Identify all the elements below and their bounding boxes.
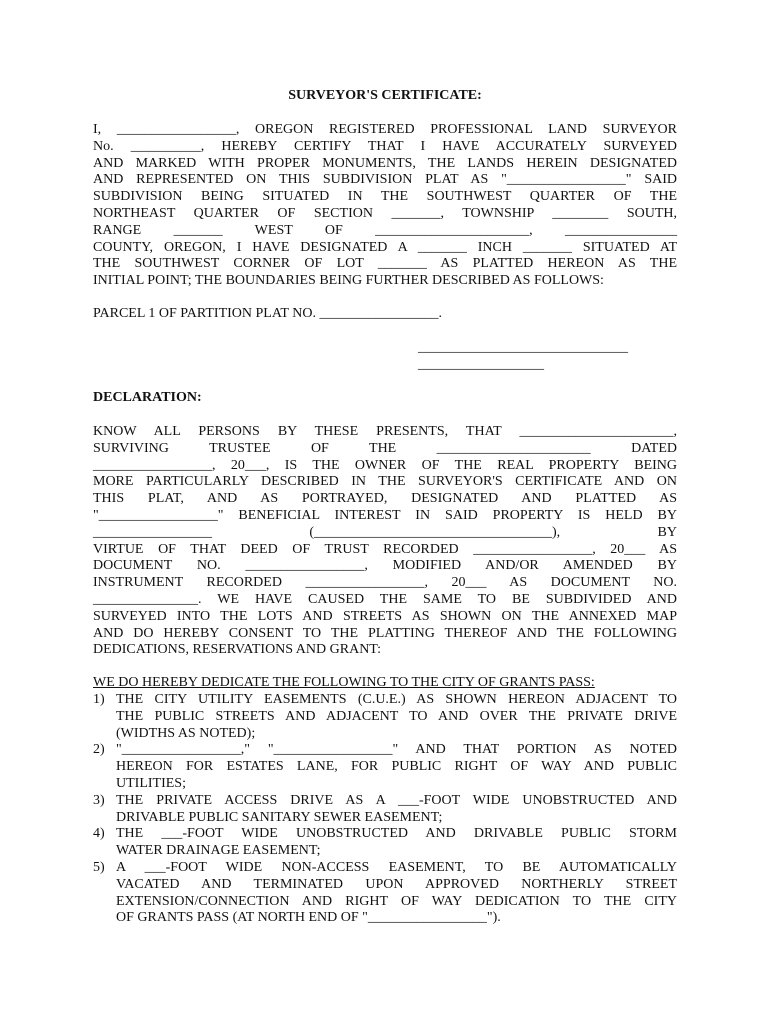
item-line: OF GRANTS PASS (AT NORTH END OF "_________________").: [116, 910, 501, 926]
item-line: "_________________," "_________________" AND THAT PORTION AS NOTED: [116, 742, 677, 758]
certificate-line: NORTHEAST QUARTER OF SECTION _______, TOWNSHIP ________ SOUTH,: [93, 205, 677, 221]
certificate-line: AND REPRESENTED ON THIS SUBDIVISION PLAT AS "_________________" SAID: [93, 172, 677, 188]
certificate-line: AND MARKED WITH PROPER MONUMENTS, THE LANDS HEREIN DESIGNATED: [93, 155, 677, 171]
item-line: (WIDTHS AS NOTED);: [116, 725, 256, 741]
declaration-line: THIS PLAT, AND AS PORTRAYED, DESIGNATED AND PLATTED AS: [93, 491, 677, 507]
declaration-line: MORE PARTICULARLY DESCRIBED IN THE SURVEYOR'S CERTIFICATE AND ON: [93, 474, 677, 490]
item-line: DRIVABLE PUBLIC SANITARY SEWER EASEMENT;: [116, 809, 443, 825]
declaration-line: VIRTUE OF THAT DEED OF TRUST RECORDED _________________, 20___ AS: [93, 541, 677, 557]
list-item: [93, 793, 677, 827]
certificate-line: COUNTY, OREGON, I HAVE DESIGNATED A _______ INCH _______ SITUATED AT: [93, 239, 677, 255]
list-item: [93, 742, 677, 792]
list-item: [93, 692, 677, 742]
signature-line: ______________________________: [418, 340, 628, 355]
certificate-line: No. __________, HEREBY CERTIFY THAT I HAVE ACCURATELY SURVEYED: [93, 138, 677, 154]
list-item: [93, 826, 677, 860]
declaration-heading: DECLARATION:: [93, 390, 202, 405]
item-line: THE CITY UTILITY EASEMENTS (C.U.E.) AS SHOWN HEREON ADJACENT TO: [116, 692, 677, 707]
declaration-line: "_________________" BENEFICIAL INTEREST IN SAID PROPERTY IS HELD BY: [93, 507, 677, 523]
item-line: THE PUBLIC STREETS AND ADJACENT TO AND OVER THE PRIVATE DRIVE: [116, 708, 677, 724]
item-line: A ___-FOOT WIDE NON-ACCESS EASEMENT, TO BE AUTOMATICALLY: [116, 859, 677, 875]
certificate-line: SUBDIVISION BEING SITUATED IN THE SOUTHWEST QUARTER OF THE: [93, 189, 677, 205]
declaration-line: DEDICATIONS, RESERVATIONS AND GRANT:: [93, 642, 382, 658]
item-line: THE ___-FOOT WIDE UNOBSTRUCTED AND DRIVABLE PUBLIC STORM: [116, 826, 677, 842]
item-line: HEREON FOR ESTATES LANE, FOR PUBLIC RIGHT OF WAY AND PUBLIC: [116, 759, 677, 775]
list-item: [93, 860, 677, 927]
declaration-line: KNOW ALL PERSONS BY THESE PRESENTS, THAT ______________________,: [93, 424, 677, 439]
certificate-line: INITIAL POINT; THE BOUNDARIES BEING FURTHER DESCRIBED AS FOLLOWS:: [93, 273, 604, 289]
item-number: 5): [93, 859, 105, 875]
dedication-heading: WE DO HEREBY DEDICATE THE FOLLOWING TO THE CITY OF GRANTS PASS:: [93, 675, 595, 690]
item-line: VACATED AND TERMINATED UPON APPROVED NORTHERLY STREET: [116, 876, 677, 892]
certificate-paragraph: [93, 122, 677, 290]
item-number: 2): [93, 742, 105, 758]
certificate-line: I, _________________, OREGON REGISTERED PROFESSIONAL LAND SURVEYOR: [93, 122, 677, 137]
declaration-line: AND DO HEREBY CONSENT TO THE PLATTING THEREOF AND THE FOLLOWING: [93, 625, 677, 641]
declaration-line: SURVIVING TRUSTEE OF THE ______________________ DATED: [93, 440, 677, 456]
item-line: THE PRIVATE ACCESS DRIVE AS A ___-FOOT WIDE UNOBSTRUCTED AND: [116, 792, 677, 808]
item-line: UTILITIES;: [116, 775, 186, 791]
parcel-line: PARCEL 1 OF PARTITION PLAT NO. _________________.: [93, 306, 442, 321]
certificate-line: RANGE _______ WEST OF ______________________, ________________: [93, 222, 677, 238]
declaration-line: DOCUMENT NO. _________________, MODIFIED AND/OR AMENDED BY: [93, 558, 677, 574]
dedication-list: [93, 692, 677, 927]
signature-name-line: __________________: [418, 357, 544, 372]
declaration-paragraph: [93, 424, 677, 659]
item-number: 3): [93, 792, 105, 808]
declaration-line: _______________. WE HAVE CAUSED THE SAME TO BE SUBDIVIDED AND: [93, 591, 677, 607]
page-title: SURVEYOR'S CERTIFICATE:: [288, 88, 482, 103]
declaration-line: _________________ (__________________________________), BY: [93, 524, 677, 540]
declaration-line: INSTRUMENT RECORDED _________________, 20___ AS DOCUMENT NO.: [93, 575, 677, 591]
item-number: 4): [93, 826, 105, 842]
item-line: WATER DRAINAGE EASEMENT;: [116, 843, 321, 859]
declaration-line: _________________, 20___, IS THE OWNER OF THE REAL PROPERTY BEING: [93, 457, 677, 473]
certificate-line: THE SOUTHWEST CORNER OF LOT _______ AS PLATTED HEREON AS THE: [93, 256, 677, 272]
item-line: EXTENSION/CONNECTION AND RIGHT OF WAY DEDICATION TO THE CITY: [116, 893, 677, 909]
declaration-line: SURVEYED INTO THE LOTS AND STREETS AS SHOWN ON THE ANNEXED MAP: [93, 608, 677, 624]
item-number: 1): [93, 692, 105, 707]
